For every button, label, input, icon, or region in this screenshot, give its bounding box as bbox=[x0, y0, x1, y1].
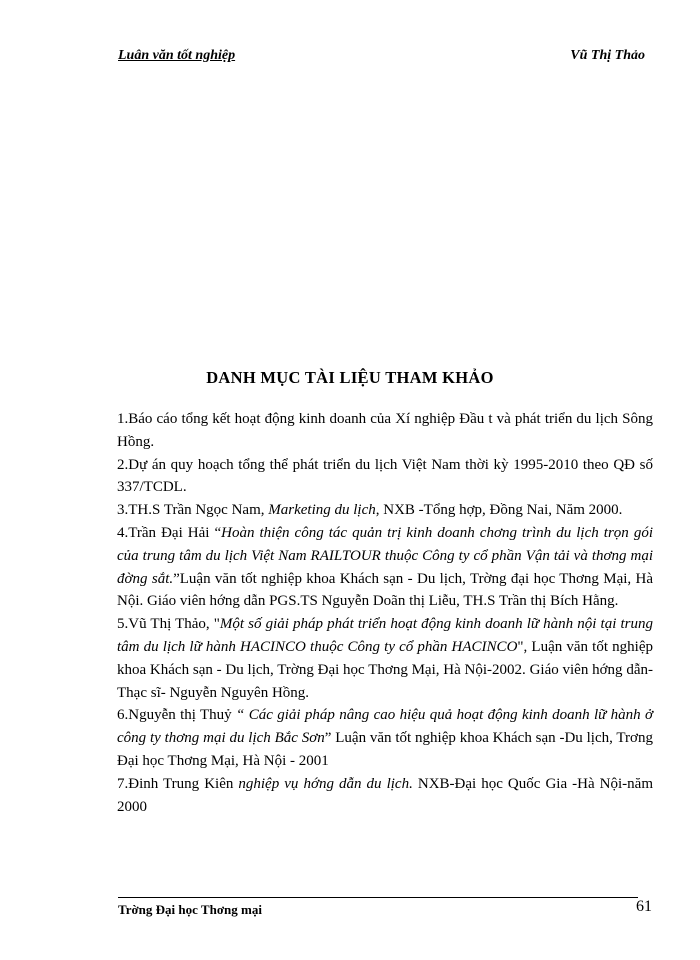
reference-item bbox=[117, 522, 653, 613]
reference-item bbox=[117, 499, 653, 522]
reference-text: ”Luận văn tốt nghiệp khoa Khách sạn - Du lịch, Trờng đại học Thơng Mại, Hà Nội. Giáo viên hớng dẫn PGS.TS Nguyễn Doãn thị Liễu, TH.S Trần thị Bích Hằng. bbox=[117, 570, 653, 610]
reference-text: 3.TH.S Trần Ngọc Nam, bbox=[117, 502, 269, 519]
reference-item bbox=[117, 704, 653, 772]
reference-item bbox=[117, 408, 653, 454]
reference-text: 5.Vũ Thị Thảo, " bbox=[117, 616, 220, 633]
header-thesis-label: Luân văn tốt nghiệp bbox=[118, 48, 236, 63]
page-number: 61 bbox=[636, 898, 652, 915]
footer-school-name: Trờng Đại học Thơng mại bbox=[118, 902, 262, 917]
reference-list bbox=[117, 408, 653, 818]
reference-text: , NXB -Tổng hợp, Đồng Nai, Năm 2000. bbox=[375, 502, 623, 519]
reference-text: 2.Dự án quy hoạch tổng thể phát triển du lịch Việt Nam thời kỳ 1995-2010 theo QĐ số 337/TCDL. bbox=[117, 456, 653, 496]
reference-text: 7.Đinh Trung Kiên bbox=[117, 775, 239, 792]
reference-title: Một số giải pháp phát triển hoạt động kinh doanh lữ hành nội tại trung tâm du lịch lữ hành HACINCO thuộc Công ty cổ phần HACINCO bbox=[117, 616, 653, 655]
reference-title: “ Các giải pháp nâng cao hiệu quả hoạt động kinh doanh lữ hành ở công ty thơng mại du lịch Bắc Sơn bbox=[117, 707, 654, 747]
reference-item bbox=[117, 454, 653, 500]
header-author-name: Vũ Thị Thảo bbox=[570, 48, 645, 63]
reference-text: 6.Nguyễn thị Thuỷ bbox=[117, 707, 237, 724]
reference-text: ” Luận văn tốt nghiệp khoa Khách sạn -Du lịch, Trơng Đại học Thơng Mại, Hà Nội - 2001 bbox=[117, 730, 653, 769]
reference-text: 4.Trần Đại Hải “ bbox=[117, 524, 222, 541]
page-title: DANH MỤC TÀI LIỆU THAM KHẢO bbox=[206, 368, 494, 387]
reference-item bbox=[117, 613, 653, 704]
reference-text: NXB-Đại học Quốc Gia -Hà Nội-năm 2000 bbox=[117, 775, 653, 815]
reference-text: 1.Báo cáo tổng kết hoạt động kinh doanh của Xí nghiệp Đầu t và phát triển du lịch Sông Hồng. bbox=[117, 411, 653, 450]
footer-divider bbox=[118, 897, 638, 898]
reference-item bbox=[117, 773, 653, 819]
page-footer bbox=[118, 900, 652, 920]
reference-title: Hoàn thiện công tác quản trị kinh doanh chơng trình du lịch trọn gói của trung tâm du lịch Việt Nam RAILTOUR thuộc Công ty cổ phần Vận tải và thơng mại đờng sắt. bbox=[117, 524, 653, 587]
reference-title: Marketing du lịch bbox=[268, 502, 376, 519]
reference-text: ", Luận văn tốt nghiệp khoa Khách sạn - Du lịch, Trờng Đại học Thơng Mại, Hà Nội-2002. Giáo viên hớng dẫn-Thạc sĩ- Nguyễn Nguyên Hồng. bbox=[117, 638, 653, 701]
reference-title: nghiệp vụ hớng dẫn du lịch. bbox=[238, 775, 413, 792]
